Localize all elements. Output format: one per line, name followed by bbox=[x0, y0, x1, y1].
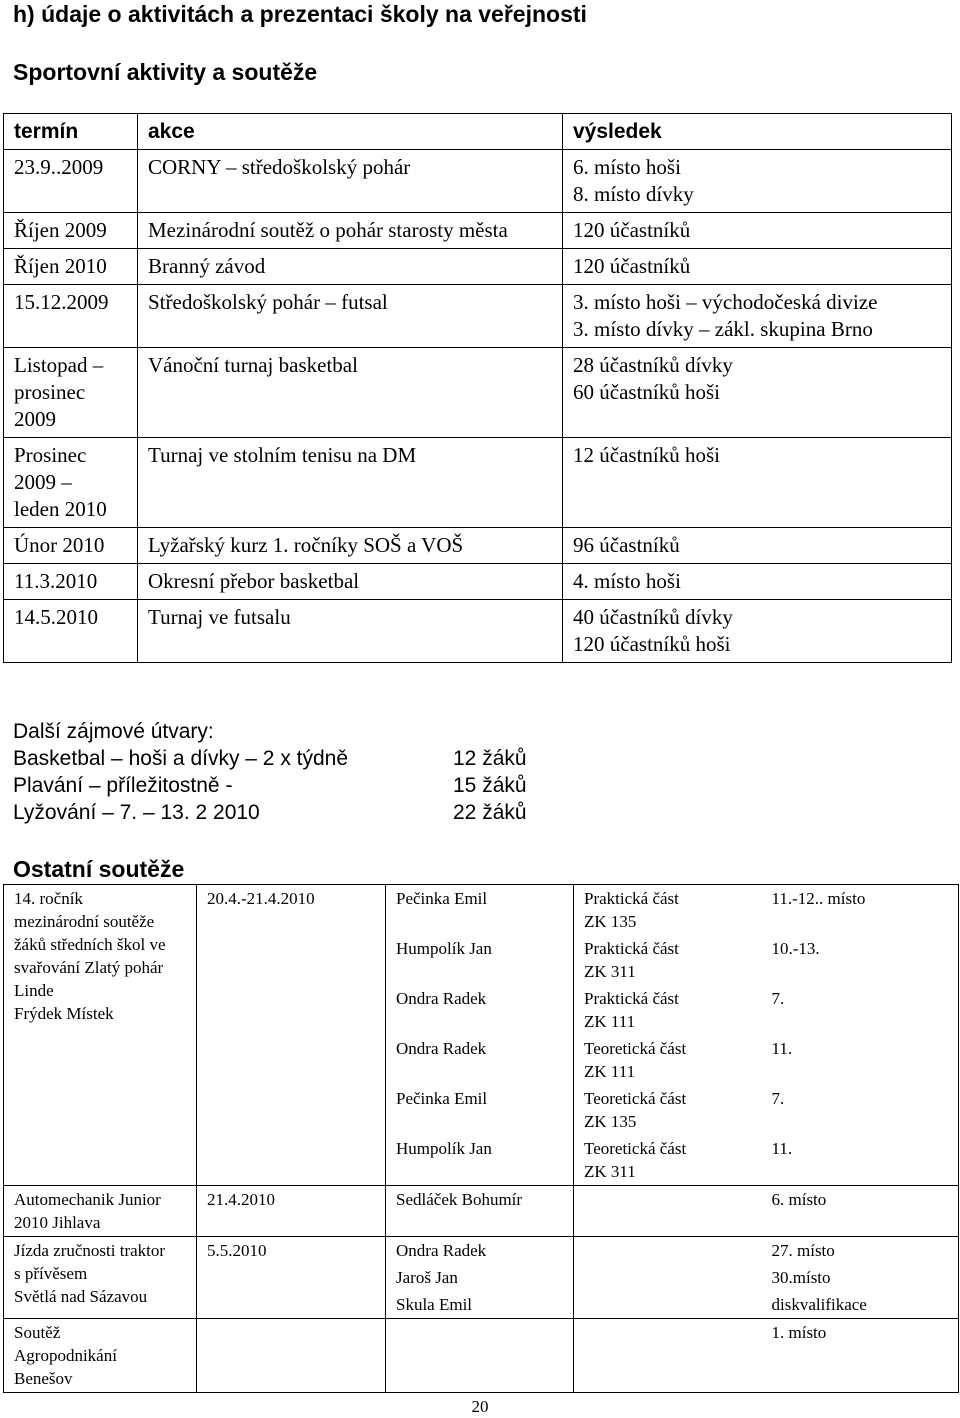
result-line: 40 účastníků dívky bbox=[573, 605, 733, 629]
cell-place: 7. bbox=[762, 1085, 959, 1135]
competition-line: svařování Zlatý pohár bbox=[14, 958, 164, 977]
cell-place: 6. místo bbox=[762, 1186, 959, 1237]
competition-line: mezinárodní soutěže bbox=[14, 912, 155, 931]
extra-activities bbox=[13, 718, 527, 826]
result-line: 3. místo dívky – zákl. skupina Brno bbox=[573, 317, 873, 341]
cell-name: Pečinka Emil bbox=[386, 885, 574, 936]
cell-name: Sedláček Bohumír bbox=[386, 1186, 574, 1237]
cell-term bbox=[4, 564, 138, 600]
result-line: 12 účastníků hoši bbox=[573, 443, 720, 467]
part-line: ZK 111 bbox=[584, 1012, 636, 1031]
result-line: 8. místo dívky bbox=[573, 182, 694, 206]
cell-term bbox=[4, 600, 138, 663]
cell-part bbox=[574, 1319, 762, 1393]
cell-place: 10.-13. bbox=[762, 935, 959, 985]
list-item bbox=[13, 772, 527, 799]
sports-table bbox=[3, 113, 952, 663]
term-line: Únor 2010 bbox=[14, 533, 105, 557]
term-line: 2009 – bbox=[14, 470, 72, 494]
cell-date bbox=[197, 1319, 386, 1393]
competition-line: Soutěž bbox=[14, 1323, 61, 1342]
activity-count: 15 žáků bbox=[453, 774, 527, 797]
part-line: Teoretická část bbox=[584, 1039, 687, 1058]
result-line: 120 účastníků hoši bbox=[573, 632, 731, 656]
table-row bbox=[4, 348, 952, 438]
extra-activities-title: Další zájmové útvary: bbox=[13, 720, 214, 743]
section-subheading: Sportovní aktivity a soutěže bbox=[13, 59, 318, 85]
header-result: výsledek bbox=[563, 114, 952, 150]
result-line: 4. místo hoši bbox=[573, 569, 681, 593]
cell-place: 1. místo bbox=[762, 1319, 959, 1393]
part-line: Praktická část bbox=[584, 939, 679, 958]
part-line: ZK 311 bbox=[584, 1162, 636, 1181]
header-term: termín bbox=[4, 114, 138, 150]
competition-line: žáků středních škol ve bbox=[14, 935, 166, 954]
cell-name: Ondra Radek bbox=[386, 985, 574, 1035]
cell-result bbox=[563, 600, 952, 663]
cell-part bbox=[574, 1035, 762, 1085]
table-row bbox=[4, 285, 952, 348]
cell-result bbox=[563, 249, 952, 285]
cell-event: Lyžařský kurz 1. ročníky SOŠ a VOŠ bbox=[138, 528, 563, 564]
cell-part bbox=[574, 1085, 762, 1135]
sports-table-header bbox=[4, 114, 952, 150]
cell-result bbox=[563, 285, 952, 348]
activity-name: Lyžování – 7. – 13. 2 2010 bbox=[13, 801, 260, 824]
header-event: akce bbox=[138, 114, 563, 150]
cell-place: 11. bbox=[762, 1135, 959, 1186]
cell-name: Humpolík Jan bbox=[386, 1135, 574, 1186]
cell-term bbox=[4, 213, 138, 249]
part-line: Praktická část bbox=[584, 989, 679, 1008]
cell-result bbox=[563, 564, 952, 600]
cell-event: Mezinárodní soutěž o pohár starosty města bbox=[138, 213, 563, 249]
competition-line: 2010 Jihlava bbox=[14, 1213, 101, 1232]
table-row bbox=[4, 564, 952, 600]
cell-event: CORNY – středoškolský pohár bbox=[138, 150, 563, 213]
term-line: 23.9..2009 bbox=[14, 155, 104, 179]
cell-result bbox=[563, 528, 952, 564]
competition-line: Benešov bbox=[14, 1369, 73, 1388]
term-line: prosinec bbox=[14, 380, 86, 404]
table-row bbox=[4, 213, 952, 249]
part-line: ZK 135 bbox=[584, 912, 637, 931]
result-line: 6. místo hoši bbox=[573, 155, 681, 179]
cell-event: Branný závod bbox=[138, 249, 563, 285]
term-line: Říjen 2010 bbox=[14, 254, 107, 278]
cell-name: Skula Emil bbox=[386, 1291, 574, 1319]
cell-name: Pečinka Emil bbox=[386, 1085, 574, 1135]
term-line: Prosinec bbox=[14, 443, 87, 467]
cell-result bbox=[563, 150, 952, 213]
cell-date: 21.4.2010 bbox=[197, 1186, 386, 1237]
section-heading: h) údaje o aktivitách a prezentaci školy na veřejnosti bbox=[13, 1, 587, 27]
cell-term bbox=[4, 285, 138, 348]
page-number: 20 bbox=[471, 1397, 489, 1416]
cell-part bbox=[574, 1291, 762, 1319]
term-line: 11.3.2010 bbox=[14, 569, 98, 593]
competition-line: Agropodnikání bbox=[14, 1346, 117, 1365]
cell-place: 11. bbox=[762, 1035, 959, 1085]
list-item bbox=[13, 745, 527, 772]
cell-term bbox=[4, 249, 138, 285]
result-line: 120 účastníků bbox=[573, 218, 691, 242]
cell-part bbox=[574, 985, 762, 1035]
cell-place: diskvalifikace bbox=[762, 1291, 959, 1319]
table-row bbox=[4, 438, 952, 528]
activity-name: Basketbal – hoši a dívky – 2 x týdně bbox=[13, 747, 349, 770]
cell-event: Středoškolský pohár – futsal bbox=[138, 285, 563, 348]
cell-place: 11.-12.. místo bbox=[762, 885, 959, 936]
list-item bbox=[13, 799, 527, 826]
other-competitions-title: Ostatní soutěže bbox=[13, 856, 185, 882]
cell-place: 27. místo bbox=[762, 1237, 959, 1265]
cell-event: Okresní přebor basketbal bbox=[138, 564, 563, 600]
cell-name: Ondra Radek bbox=[386, 1237, 574, 1265]
cell-term bbox=[4, 348, 138, 438]
result-line: 60 účastníků hoši bbox=[573, 380, 720, 404]
cell-name: Humpolík Jan bbox=[386, 935, 574, 985]
part-line: ZK 111 bbox=[584, 1062, 636, 1081]
part-line: ZK 311 bbox=[584, 962, 636, 981]
cell-competition bbox=[4, 1186, 197, 1237]
result-line: 28 účastníků dívky bbox=[573, 353, 733, 377]
other-competitions-table bbox=[3, 884, 959, 1393]
cell-name: Ondra Radek bbox=[386, 1035, 574, 1085]
cell-competition bbox=[4, 1319, 197, 1393]
cell-event: Turnaj ve stolním tenisu na DM bbox=[138, 438, 563, 528]
cell-term bbox=[4, 150, 138, 213]
cell-competition bbox=[4, 1237, 197, 1319]
table-row bbox=[4, 528, 952, 564]
term-line: leden 2010 bbox=[14, 497, 107, 521]
result-line: 96 účastníků bbox=[573, 533, 680, 557]
cell-date: 5.5.2010 bbox=[197, 1237, 386, 1319]
cell-name: Jaroš Jan bbox=[386, 1264, 574, 1291]
table-row bbox=[4, 249, 952, 285]
part-line: Teoretická část bbox=[584, 1089, 687, 1108]
part-line: Teoretická část bbox=[584, 1139, 687, 1158]
activity-count: 12 žáků bbox=[453, 747, 527, 770]
competition-line: Linde bbox=[14, 981, 54, 1000]
competition-line: Světlá nad Sázavou bbox=[14, 1287, 148, 1306]
competition-line: s přívěsem bbox=[14, 1264, 88, 1283]
cell-competition bbox=[4, 885, 197, 1186]
table-row bbox=[4, 885, 959, 936]
cell-result bbox=[563, 438, 952, 528]
table-row bbox=[4, 1237, 959, 1265]
cell-place: 7. bbox=[762, 985, 959, 1035]
competition-line: Jízda zručnosti traktor bbox=[14, 1241, 166, 1260]
result-line: 3. místo hoši – východočeská divize bbox=[573, 290, 878, 314]
term-line: Říjen 2009 bbox=[14, 218, 107, 242]
table-row bbox=[4, 150, 952, 213]
cell-event: Turnaj ve futsalu bbox=[138, 600, 563, 663]
cell-result bbox=[563, 348, 952, 438]
part-line: ZK 135 bbox=[584, 1112, 637, 1131]
term-line: 2009 bbox=[14, 407, 56, 431]
cell-part bbox=[574, 1186, 762, 1237]
competition-line: 14. ročník bbox=[14, 889, 83, 908]
cell-part bbox=[574, 1237, 762, 1265]
cell-place: 30.místo bbox=[762, 1264, 959, 1291]
cell-term bbox=[4, 438, 138, 528]
cell-result bbox=[563, 213, 952, 249]
table-row bbox=[4, 1319, 959, 1393]
competition-line: Frýdek Místek bbox=[14, 1004, 114, 1023]
table-row bbox=[4, 1186, 959, 1237]
part-line: Praktická část bbox=[584, 889, 679, 908]
activity-name: Plavání – příležitostně - bbox=[13, 774, 233, 797]
cell-part bbox=[574, 1264, 762, 1291]
table-row bbox=[4, 600, 952, 663]
cell-date: 20.4.-21.4.2010 bbox=[197, 885, 386, 1186]
term-line: 15.12.2009 bbox=[14, 290, 109, 314]
result-line: 120 účastníků bbox=[573, 254, 691, 278]
cell-event: Vánoční turnaj basketbal bbox=[138, 348, 563, 438]
competition-line: Automechanik Junior bbox=[14, 1190, 161, 1209]
term-line: 14.5.2010 bbox=[14, 605, 98, 629]
cell-part bbox=[574, 1135, 762, 1186]
cell-name bbox=[386, 1319, 574, 1393]
term-line: Listopad – bbox=[14, 353, 104, 377]
activity-count: 22 žáků bbox=[453, 801, 527, 824]
cell-part bbox=[574, 935, 762, 985]
cell-term bbox=[4, 528, 138, 564]
cell-part bbox=[574, 885, 762, 936]
